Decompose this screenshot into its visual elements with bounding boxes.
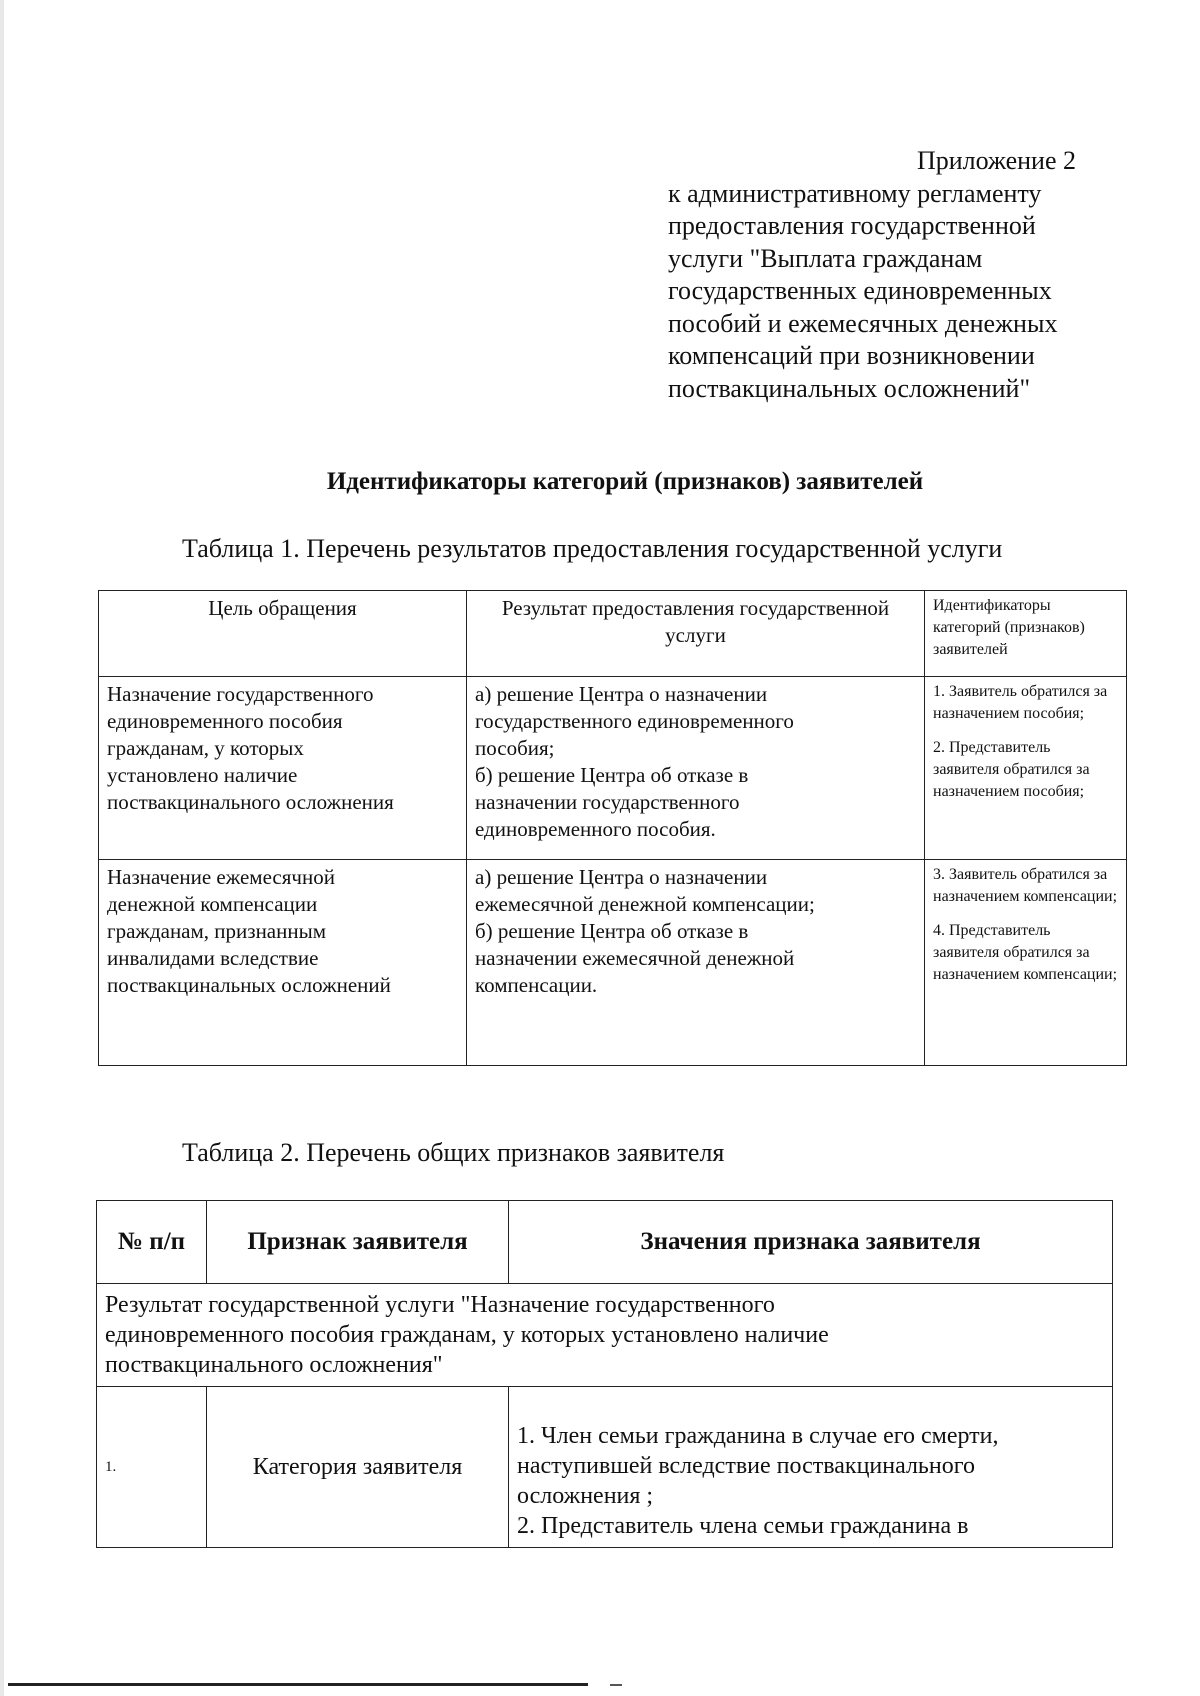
appendix-header	[668, 145, 1108, 405]
table-row	[99, 677, 1127, 860]
table1-goal-cell	[99, 860, 467, 1066]
cell-line: ежемесячной денежной компенсации;	[475, 892, 815, 916]
document-title: Идентификаторы категорий (признаков) заявителей	[326, 468, 924, 495]
table-row	[99, 860, 1127, 1066]
cell-line: а) решение Центра о назначении	[475, 682, 768, 706]
table1-header-row	[99, 591, 1127, 677]
table1-header-ids: Идентификаторы категорий (признаков) заявителей	[925, 591, 1127, 677]
cell-line: гражданам, у которых	[107, 736, 304, 760]
table2-header-row	[97, 1201, 1113, 1284]
appendix-line: компенсаций при возникновении	[668, 341, 1035, 370]
table1-result-cell	[467, 677, 925, 860]
table2-header-attribute: Признак заявителя	[207, 1201, 509, 1284]
appendix-line: государственных единовременных	[668, 276, 1052, 305]
cell-line: осложнения ;	[517, 1483, 654, 1509]
appendix-line: поствакцинальных осложнений"	[668, 373, 1031, 403]
appendix-line: предоставления государственной	[668, 211, 1036, 240]
table2-number-cell: 1.	[97, 1387, 207, 1548]
cell-line: Результат государственной услуги "Назначение государственного	[105, 1292, 775, 1318]
cell-line: назначении государственного	[475, 790, 740, 814]
identifier-item: 3. Заявитель обратился за назначением компенсации;	[933, 866, 1118, 905]
table1-ids-cell	[925, 677, 1127, 860]
cell-line: инвалидами вследствие	[107, 946, 319, 970]
cell-line: поствакцинального осложнения	[107, 790, 394, 814]
table1-goal-cell	[99, 677, 467, 860]
table2	[96, 1200, 1113, 1548]
table1-header-result: Результат предоставления государственной услуги	[467, 591, 925, 677]
table2-header-number: № п/п	[97, 1201, 207, 1284]
cell-line: денежной компенсации	[107, 892, 318, 916]
bottom-scan-line	[8, 1683, 588, 1686]
cell-line: б) решение Центра об отказе в	[475, 919, 749, 943]
table1-caption: Таблица 1. Перечень результатов предоставления государственной услуги	[182, 534, 1003, 563]
appendix-line: Приложение 2	[916, 146, 1076, 175]
table2-attribute-cell: Категория заявителя	[207, 1387, 509, 1548]
table-row	[97, 1387, 1113, 1548]
table1	[98, 590, 1127, 1066]
cell-line: Назначение ежемесячной	[107, 865, 335, 889]
appendix-line: услуги "Выплата гражданам	[668, 243, 983, 273]
appendix-line: пособий и ежемесячных денежных	[668, 308, 1058, 338]
appendix-line: к административному регламенту	[668, 178, 1042, 208]
cell-line: наступившей вследствие поствакцинального	[517, 1453, 975, 1479]
table1-ids-cell	[925, 860, 1127, 1066]
cell-line: установлено наличие	[107, 763, 298, 787]
cell-line: компенсации.	[475, 973, 598, 997]
cell-line: пособия;	[475, 736, 555, 760]
cell-line: а) решение Центра о назначении	[475, 865, 768, 889]
identifier-item: 1. Заявитель обратился за назначением пособия;	[933, 683, 1108, 722]
cell-line: государственного единовременного	[475, 709, 794, 733]
cell-line: назначении ежемесячной денежной	[475, 946, 795, 970]
table2-values-cell	[509, 1387, 1113, 1548]
cell-line: 1. Член семьи гражданина в случае его смерти,	[517, 1423, 999, 1449]
table2-header-values: Значения признака заявителя	[509, 1201, 1113, 1284]
identifier-item: 2. Представитель заявителя обратился за назначением пособия;	[933, 739, 1090, 800]
identifier-item: 4. Представитель заявителя обратился за назначением компенсации;	[933, 922, 1118, 983]
table2-result-cell	[97, 1284, 1113, 1387]
scan-edge-shadow	[0, 0, 4, 1696]
table1-header-goal: Цель обращения	[99, 591, 467, 677]
cell-line: поствакцинального осложнения"	[105, 1352, 443, 1378]
table1-result-cell	[467, 860, 925, 1066]
cell-line: единовременного пособия.	[475, 817, 716, 841]
cell-line: Назначение государственного	[107, 682, 374, 706]
cell-line: гражданам, признанным	[107, 919, 327, 943]
table2-result-row	[97, 1284, 1113, 1387]
cell-line: поствакцинальных осложнений	[107, 973, 391, 997]
bottom-scan-mark	[610, 1684, 622, 1686]
cell-line: единовременного пособия гражданам, у которых установлено наличие	[105, 1322, 829, 1348]
cell-line: 2. Представитель члена семьи гражданина в	[517, 1513, 969, 1539]
table2-caption: Таблица 2. Перечень общих признаков заявителя	[182, 1138, 725, 1167]
cell-line: б) решение Центра об отказе в	[475, 763, 749, 787]
cell-line: единовременного пособия	[107, 709, 343, 733]
